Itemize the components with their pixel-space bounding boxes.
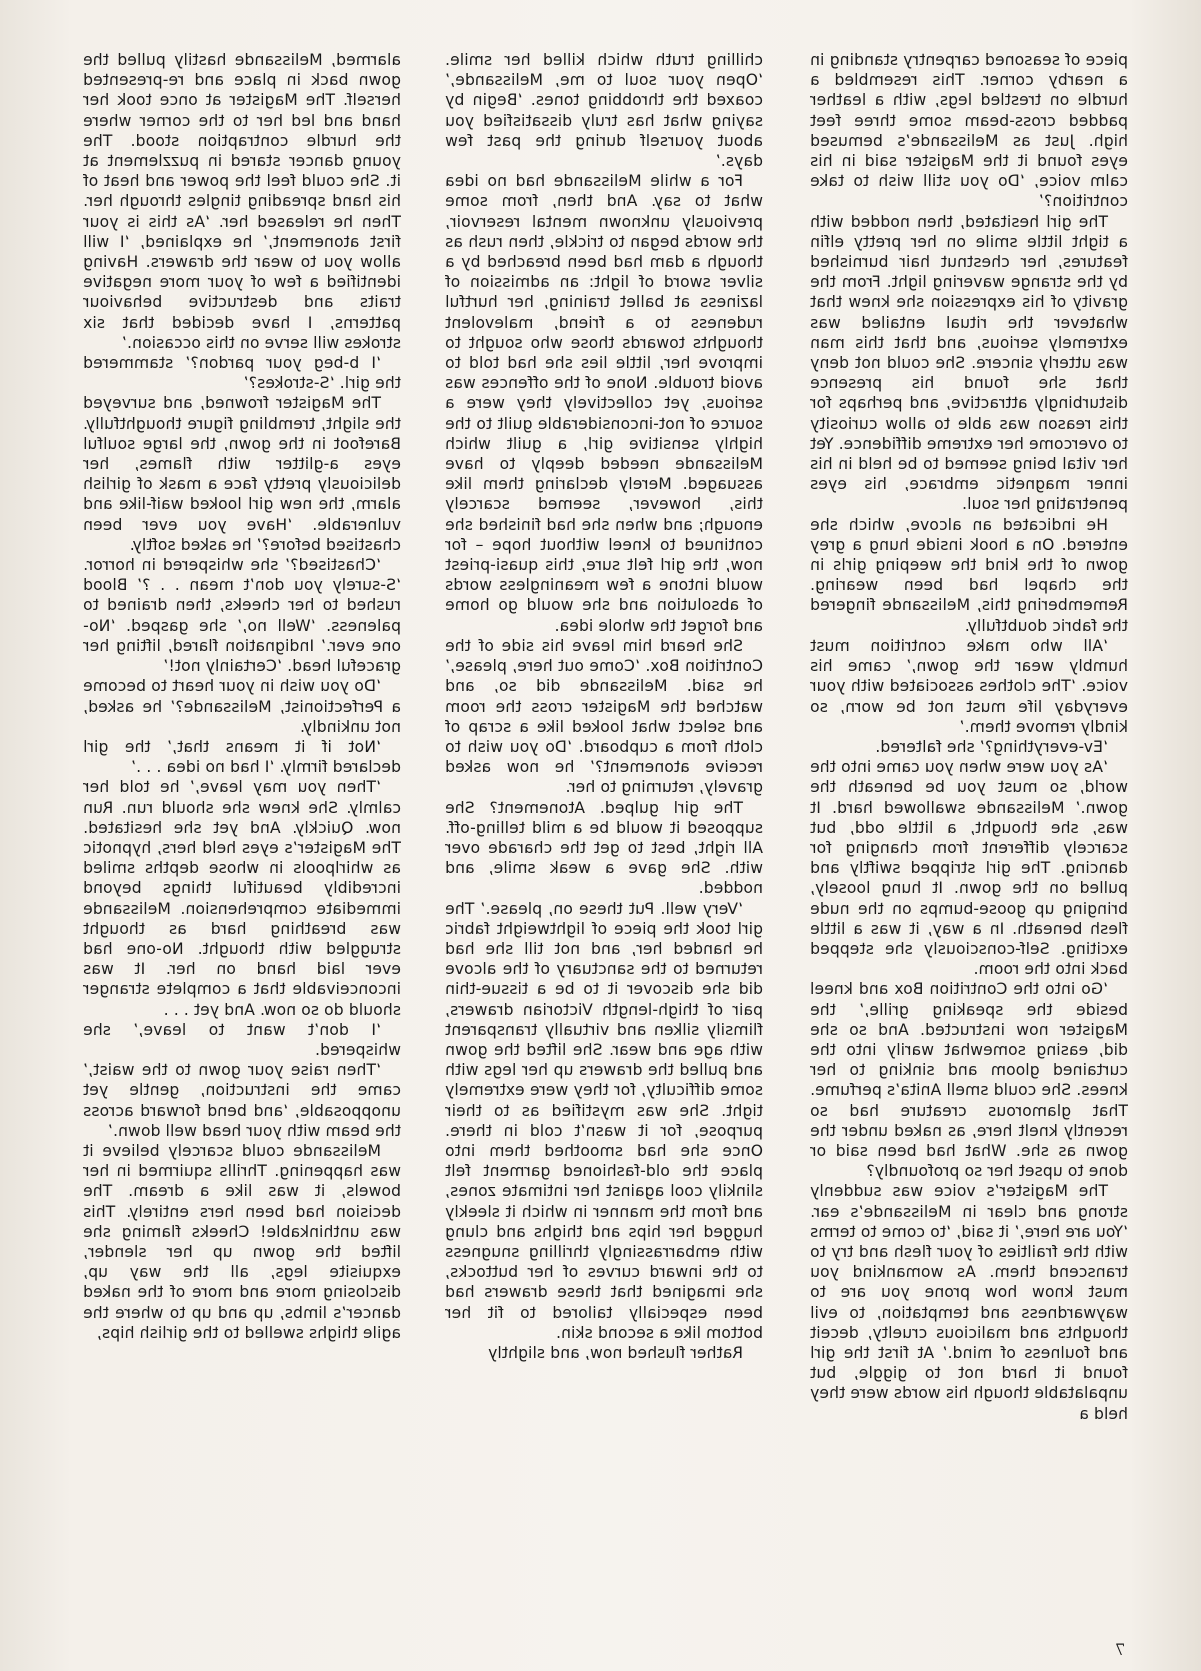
paragraph: The Magister’s voice was suddenly strong and clear in Melissande’s ear. ‘You are here,’ it said, ‘to come to terms with the frailties of your flesh and try to transcend them. As womankind you must know how prone you are to waywardness and temptation, to evil thoughts and malicious cruelty, deceit and foulness of mind.’ At first the girl found it hard not to giggle, but unpalatable though his words were they held a	[810, 1182, 1128, 1423]
paragraph: ‘Ev-everything?’ she faltered.	[875, 737, 1108, 756]
paragraph: She heard him leave his side of the Contrition Box. ‘Come out here, please,’ he said. Melissande did so, and watched the Magister cross the room and select what looked like a scrap of cloth from a cupboard. ‘Do you wish to receive atonement?’ he now asked gravely, returning to her.	[445, 636, 763, 797]
paragraph: ‘Do you wish in your heart to become a Perfectionist, Melissande?’ he asked, not unkindly.	[83, 677, 401, 736]
paragraph: ‘All who make contrition must humbly wear the gown,’ came his voice. ‘The clothes associated with your everyday life must not be worn, so kindly remove them.’	[810, 636, 1128, 736]
paragraph: ‘Very well. Put these on, please.’ The girl took the piece of lightweight fabric he handed her, and not till she had returned to the sanctuary of the alcove did she discover it to be a tissue-thin pair of thigh-length Victorian drawers, flimsily silken and virtually transparent with age and wear. She lifted the gown and pulled the drawers up her legs with some difficulty, for they were extremely tight. She was mystified as to their purpose, for it wasn’t cold in there. Once she had smoothed them into place the old-fashioned garment felt slinkily cool against her intimate zones, and from the manner in which it sleekly hugged her hips and thighs and clung with embarrassingly thrilling snugness to the inward curves of her buttocks, she imagined that these drawers had been especially tailored to fit her bottom like a second skin.	[445, 899, 763, 1342]
paragraph: The girl gulped. Atonement? She supposed it would be a mild telling-off. All right, best to get the charade over with. She gave a weak smile, and nodded.	[445, 798, 763, 898]
paragraph: piece of seasoned carpentry standing in a nearby corner. This resembled a hurdle on trestled legs, with a leather padded cross-beam some three feet high. Just as Melissande’s bemused eyes found it the Magister said in his calm voice, ‘Do you still wish to take contrition?’	[810, 51, 1128, 211]
paragraph: ‘I b-beg your pardon?’ stammered the girl. ‘S-strokes?’	[83, 354, 401, 393]
paragraph: ‘Not if it means that,’ the girl declared firmly. ‘I had no idea . . .’	[83, 737, 401, 777]
paragraph: The girl hesitated, then nodded with a tight little smile on her pretty elfin features, her chestnut hair burnished by the strange wavering light. From the gravity of his expression she knew that whatever the ritual entailed was extremely serious, and that this man was utterly sincere. She could not deny that she found his presence disturbingly attractive, and perhaps for this reason was able to allow curiosity to overcome her extreme diffidence. Yet her vital being seemed to be held in his inner magnetic embrace, his eyes penetrating her soul.	[810, 212, 1128, 514]
paragraph: Melissande could scarcely believe it was happening. Thrills squirmed in her bowels, it was like a dream. The decision had been hers entirely. This was unthinkable! Cheeks flaming she lifted the gown up her slender, exquisite legs, all the way up, disclosing more and more of the naked dancer’s limbs, up and up to where the agile thighs swelled to the girlish hips,	[83, 1141, 401, 1342]
paragraph: chilling truth which killed her smile. ‘Open your soul to me, Melissande,’ coaxed the throbbing tones. ‘Begin by saying what has truly dissatisfied you about yourself during the past few days.’	[445, 51, 763, 171]
paragraph: ‘As you were when you came into the world, so must you be beneath the gown.’ Melissande swallowed hard. It was, she thought, a little odd, but scarcely different from changing for dancing. The girl stripped swiftly and pulled on the gown. It hung loosely, bringing up goose-bumps on the nude flesh beneath. In a way, it was a little exciting. Self-consciously she stepped back into the room.	[810, 758, 1128, 979]
paragraph: ‘Then you may leave,’ he told her calmly. She knew she should run. Run now. Quickly. And yet she hesitated. The Magister’s eyes held hers, hypnotic as whirlpools in whose depths smiled incredibly beautiful things beyond immediate comprehension. Melissande was breathing hard as thought struggled with thought. No-one had ever laid hand on her. It was inconceivable that a complete stranger should do so now. And yet . . .	[83, 778, 401, 1019]
text-column-1	[810, 50, 1128, 1631]
paragraph: ‘I don’t want to leave,’ she whispered.	[83, 1020, 401, 1059]
paragraph: ‘Then raise your gown to the waist,’ came the instruction, gentle yet unopposable, ‘and bend forward across the beam with your head well down.’	[83, 1061, 401, 1140]
page-number: 7	[1115, 1640, 1126, 1659]
paragraph: alarmed, Melissande hastily pulled the gown back in place and re-presented herself. The Magister at once took her hand and led her to the corner where the hurdle contraption stood. The young dancer stared in puzzlement at it. She could feel the power and heat of his hand spreading tingles through her. Then he released her. ‘As this is your first atonement,’ he explained, ‘I will allow you to wear the drawers. Having identified a few of your more negative traits and destructive behaviour patterns, I have decided that six strokes will serve on this occasion.’	[83, 51, 401, 352]
text-column-3	[83, 50, 401, 1631]
paragraph: ‘Go into the Contrition Box and kneel beside the speaking grille,’ the Magister now instructed. And so she did, easing somewhat warily into the curtained gloom and sinking to her knees. She could smell Anita’s perfume. That glamorous creature had so recently knelt here, as naked under the gown as she. What had been said or done to upset her so profoundly?	[810, 980, 1128, 1181]
paragraph: ‘Chastised?’ she whispered in horror. ‘S-surely you don’t mean . . ?’ Blood rushed to her cheeks, then drained to paleness. ‘Well no,’ she gasped. ‘No-one ever.’ Indignation flared, lifting her graceful head. ‘Certainly not!’	[83, 556, 401, 676]
paragraph: The Magister frowned, and surveyed the slight, trembling figure thoughtfully. Barefoot in the gown, the large soulful eyes a-glitter with flames, her deliciously pretty face a mask of girlish alarm, the new girl looked waif-like and vulnerable. ‘Have you ever been chastised before?’ he asked softly.	[83, 394, 401, 554]
paragraph: For a while Melissande had no idea what to say. And then, from some previously unknown mental reservoir, the words began to trickle, then rush as though a dam had been breached by a silver sword of light: an admission of laziness at ballet training, her hurtful rudeness to a friend, malevolent thoughts towards those who sought to improve her, little lies she had told to avoid trouble. None of the offences was serious, yet collectively they were a source of not-inconsiderable guilt to the highly sensitive girl, a guilt which Melissande needed deeply to have assuaged. Merely declaring them like this, however, seemed scarcely enough; and when she had finished she continued to kneel without hope – for now, the girl felt sure, this quasi-priest would intone a few meaningless words of absolution and she would go home and forget the whole idea.	[445, 172, 763, 635]
paragraph: Rather flushed now, and slightly	[488, 1344, 743, 1362]
paragraph: He indicated an alcove, which she entered. On a hook inside hung a grey gown of the kind the weeping girls in the chapel had been wearing. Remembering this, Melissande fingered the fabric doubtfully.	[810, 515, 1128, 635]
text-column-2	[445, 50, 763, 1631]
